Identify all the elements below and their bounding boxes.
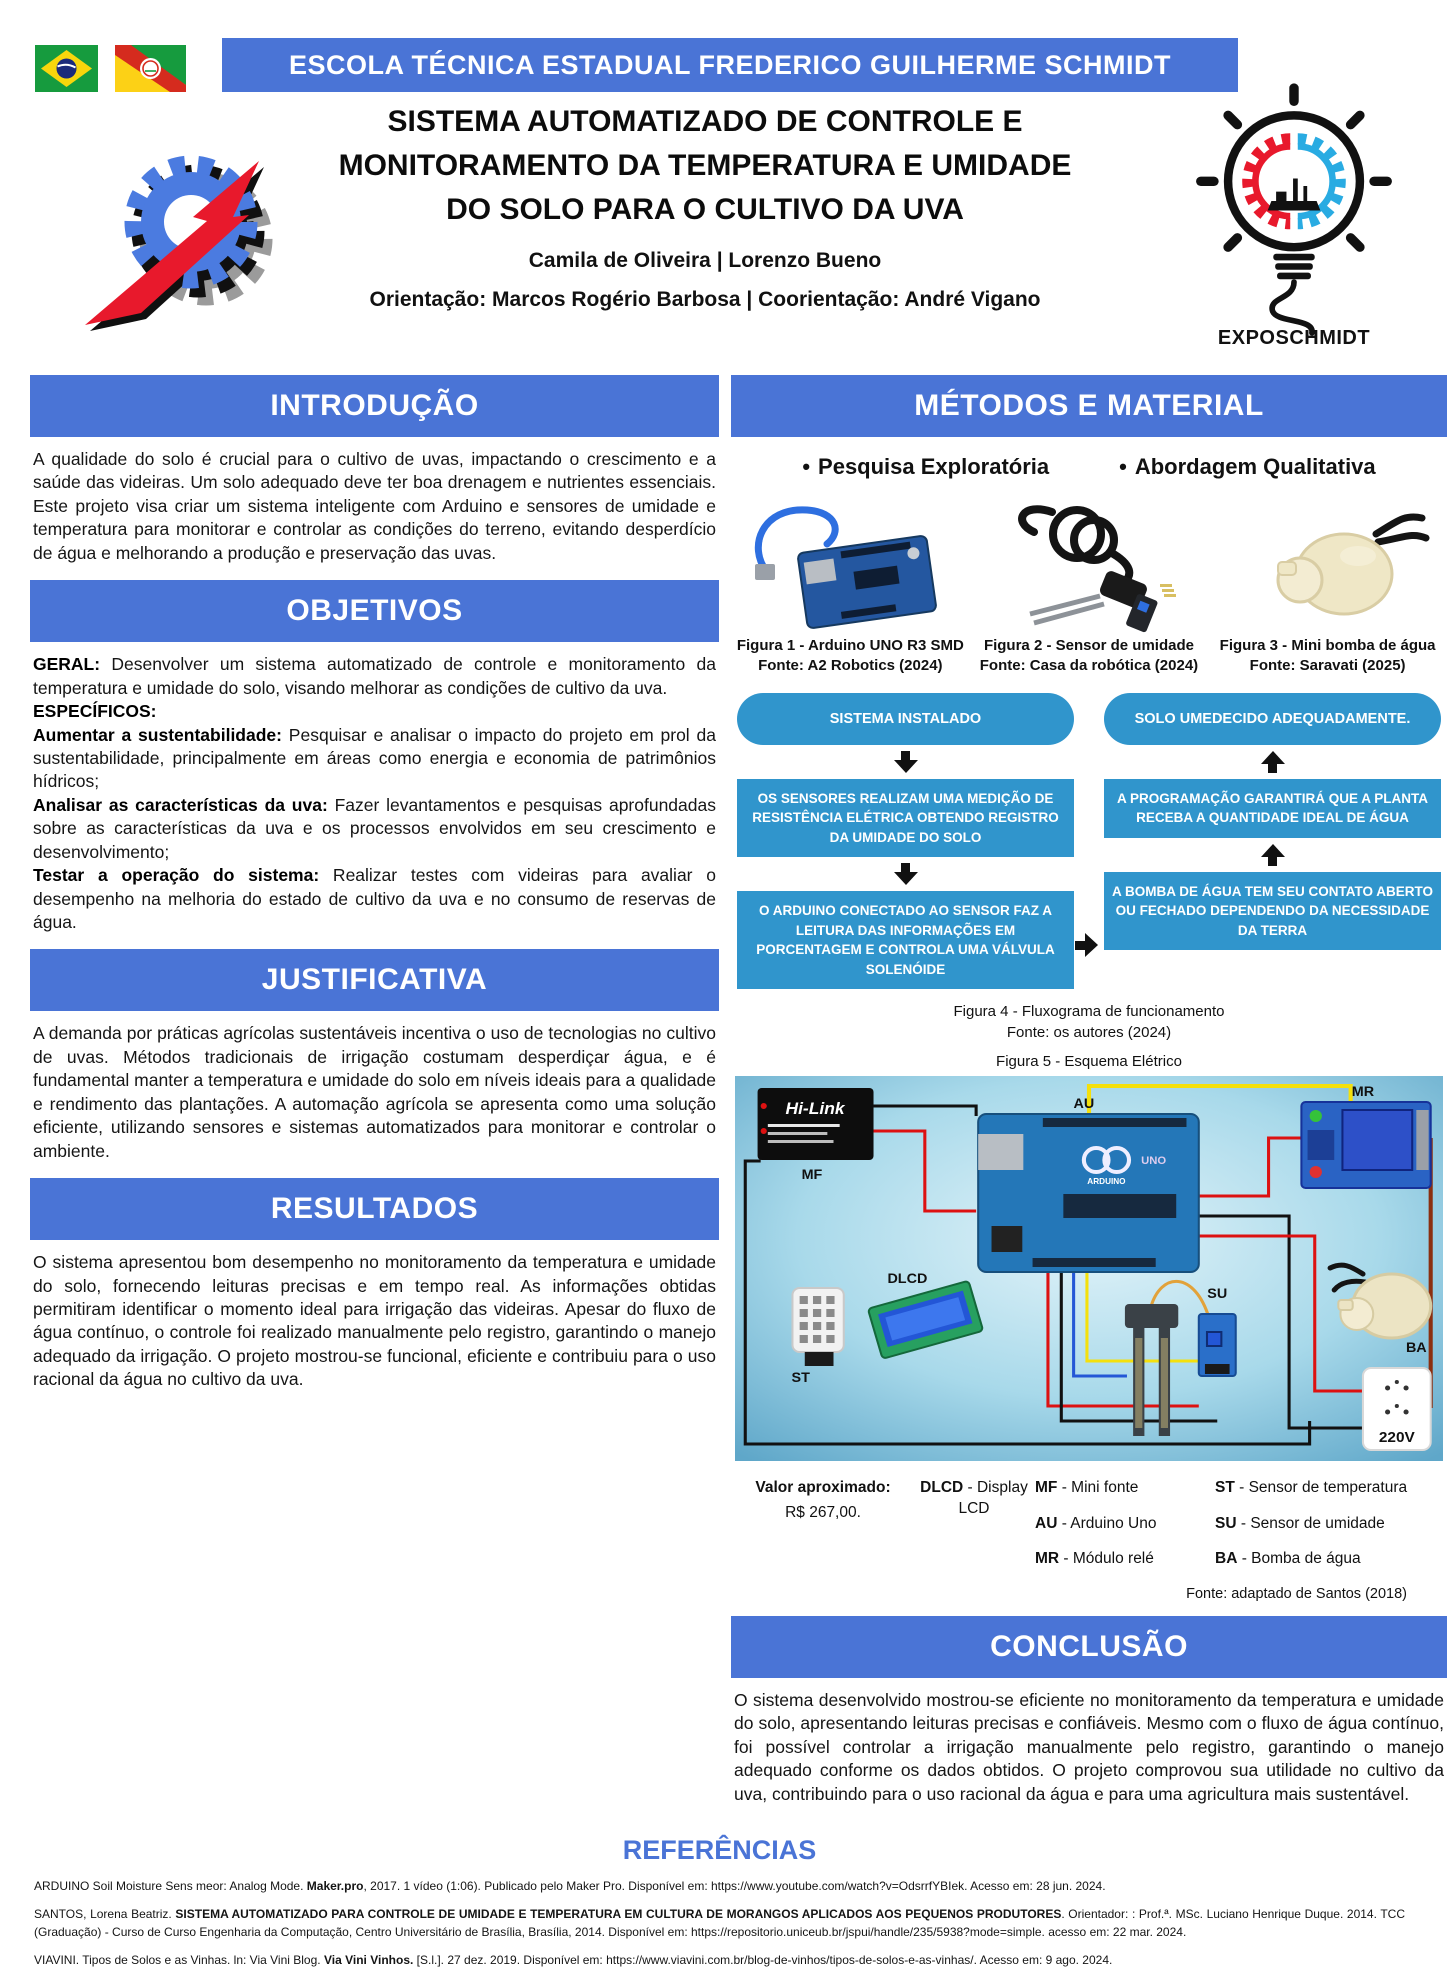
section-header-resultados: RESULTADOS (30, 1178, 719, 1240)
legend-ba: BA - Bomba de água (1215, 1549, 1361, 1567)
bullet-icon: • (802, 454, 811, 479)
conclusao-text: O sistema desenvolvido mostrou-se eficiente no monitoramento da temperatura e umidade do solo, apresentando leituras precisas e confiáveis. Mesmo com o fluxo de água contínuo, foi possível controlar a irrigação manualmente pelo registro, garantindo o manejo adequado conforme os dados obtidos. O projeto comprovou sua utilidade no cultivo da uva, contribuindo para o uso racional da água e para uma agricultura mais sustentável. (734, 1689, 1444, 1804)
flow-start: SISTEMA INSTALADO (737, 693, 1074, 745)
legend-st: ST - Sensor de temperatura (1215, 1479, 1408, 1497)
legend-mf: MF - Mini fonte (1035, 1479, 1139, 1497)
bullet-icon: • (1119, 454, 1127, 479)
arduino-photo (737, 492, 952, 632)
objetivo-caracteristicas: Analisar as características da uva: Fazer levantamentos e pesquisas aprofundadas sobre as características da uva e os processos envolvidos em seu crescimento e desenvolvimento; (33, 794, 716, 862)
flowchart-right (1104, 693, 1441, 990)
flow-end: SOLO UMEDECIDO ADEQUADAMENTE. (1104, 693, 1441, 745)
legend-su: SU - Sensor de umidade (1215, 1514, 1385, 1532)
left-column (30, 375, 719, 1407)
school-name: ESCOLA TÉCNICA ESTADUAL FREDERICO GUILHERME SCHMIDT (288, 49, 1171, 80)
flow-box-programacao: A PROGRAMAÇÃO GARANTIRÁ QUE A PLANTA RECEBA A QUANTIDADE IDEAL DE ÁGUA (1104, 779, 1441, 838)
bullet-pesquisa: • Pesquisa Exploratória (802, 454, 1050, 479)
approx-price: Valor aproximado: R$ 267,00. (755, 1479, 891, 1521)
flow-box-bomba: A BOMBA DE ÁGUA TEM SEU CONTATO ABERTO OU FECHADO DEPENDENDO DA NECESSIDADE DA TERRA (1104, 872, 1441, 951)
legend-col-2 (1035, 1478, 1215, 1583)
arrow-down-icon (894, 863, 918, 885)
schematic-outlet (1363, 1368, 1431, 1450)
section-header-metodos: MÉTODOS E MATERIAL (731, 375, 1447, 437)
svg-text:MR: MR (1351, 1084, 1375, 1101)
circuit-schematic (735, 1076, 1443, 1466)
expo-logo-block (1169, 84, 1419, 350)
reference-item: SANTOS, Lorena Beatriz. SISTEMA AUTOMATIZADO PARA CONTROLE DE UMIDADE E TEMPERATURA EM CULTURA DE MORANGOS APLICADOS AOS PEQUENOS PRODUTORES. Orientador: : Prof.ª. MSc. Luciano Henrique Duque. 2014. TCC (Graduação) - Curso de Curso Engenharia da Computação, Centro Universitário de Brasília, Brasília, 2014. Disponível em: https://repositorio.uniceub.br/jspui/handle/235/5938?mode=simple. acesso em: 22 mar. 2024. (34, 1907, 1405, 1939)
svg-text:220V: 220V (1378, 1429, 1415, 1447)
title-block (250, 100, 1160, 312)
school-banner (222, 38, 1238, 92)
objetivo-especificos-label-row (33, 700, 716, 723)
figure3-caption: Figura 3 - Mini bomba de água Fonte: Saravati (2025) (1219, 637, 1436, 675)
schematic-au (978, 1097, 1199, 1273)
material-figures (737, 484, 1441, 632)
resultados-text: O sistema apresentou bom desempenho no monitoramento da temperatura e umidade do solo, fornecendo leituras precisas e em tempo real. As informações obtidas permitiram identificar o momento ideal para irrigação das videiras. Apesar do fluxo de água contínuo, o controle foi realizado manualmente pelo registro, garantindo o manejo adequado da irrigação. O projeto mostrou-se funcional, eficiente e contribuiu para o uso racional da água no cultivo da uva. (33, 1252, 716, 1390)
material-captions (731, 636, 1447, 677)
title-line-3: DO SOLO PARA O CULTIVO DA UVA (446, 193, 964, 227)
arrow-right-icon (1075, 933, 1098, 957)
title-line-1: SISTEMA AUTOMATIZADO DE CONTROLE E (387, 105, 1023, 138)
legend-au: AU - Arduino Uno (1035, 1514, 1157, 1532)
flow-box-sensores: OS SENSORES REALIZAM UMA MEDIÇÃO DE RESISTÊNCIA ELÉTRICA OBTENDO REGISTRO DA UMIDADE DO SOLO (737, 779, 1074, 858)
introducao-text: A qualidade do solo é crucial para o cultivo de uvas, impactando o crescimento e a saúde das videiras. Um solo adequado deve ter boa drenagem e nutrientes essenciais. Este projeto visa criar um sistema inteligente com Arduino e sensores de umidade e temperatura para monitorar e controlar as condições do terreno, evitando desperdício de água e melhorando a produção e preservação das uvas. (33, 449, 716, 563)
legend-dlcd: DLCD - Display LCD (920, 1479, 1028, 1517)
arrow-down-icon (894, 751, 918, 773)
advisors: Orientação: Marcos Rogério Barbosa | Coorientação: André Vigano (369, 288, 1041, 312)
legend-mr: MR - Módulo relé (1035, 1549, 1154, 1567)
svg-text:AU: AU (1073, 1096, 1095, 1113)
references-section (0, 1821, 1439, 1970)
bullet-abordagem: • Abordagem Qualitativa (1119, 454, 1376, 479)
svg-text:BA: BA (1405, 1340, 1427, 1357)
flow-box-arduino: O ARDUINO CONECTADO AO SENSOR FAZ A LEITURA DAS INFORMAÇÕES EM PORCENTAGEM E CONTROLA UMA VÁLVULA SOLENÓIDE (737, 891, 1074, 989)
flowchart (737, 693, 1441, 990)
objetivo-sustentabilidade: Aumentar a sustentabilidade: Pesquisar e analisar o impacto do projeto em prol da sustentabilidade, principalmente em áreas como energia e economia de patrimônios hídricos; (33, 724, 716, 792)
expo-bulb-logo-icon (1181, 84, 1407, 320)
objetivos-text (33, 653, 716, 934)
objetivo-testar: Testar a operação do sistema: Realizar testes com videiras para avaliar o desempenho na melhoria do estado de cultivo da uva e no consumo de reservas de água. (33, 865, 716, 932)
legend-col-3 (1215, 1478, 1445, 1583)
circuit-schematic-image (735, 1076, 1443, 1461)
schematic-source: Fonte: adaptado de Santos (2018) (1186, 1585, 1407, 1602)
flowchart-left (737, 693, 1074, 990)
arrow-up-icon (1261, 751, 1285, 773)
section-header-conclusao: CONCLUSÃO (731, 1616, 1447, 1678)
svg-text:ARDUINO: ARDUINO (1087, 1177, 1126, 1187)
arrow-up-icon (1261, 844, 1285, 866)
references-title: REFERÊNCIAS (622, 1835, 817, 1866)
water-pump-photo (1226, 492, 1441, 632)
svg-text:UNO: UNO (1141, 1155, 1167, 1168)
legend-row (733, 1478, 1445, 1583)
title-line-2: MONITORAMENTO DA TEMPERATURA E UMIDADE (338, 149, 1072, 183)
justificativa-text: A demanda por práticas agrícolas sustentáveis incentiva o uso de tecnologias no cultivo de uvas. Métodos tradicionais de irrigação costumam desperdiçar água, e é fundamental manter a temperatura e umidade do solo em níveis ideais para a qualidade e rendimento das plantações. A automação agrícola se apresenta como uma solução eficiente, utilizando sensores e sistemas automatizados para monitorar e controlar o ambiente. (33, 1023, 716, 1161)
reference-item: VIAVINI. Tipos de Solos e as Vinhas. ln: Via Vini Blog. Via Vini Vinhos. [S.l.]. 27 dez. 2019. Disponível em: https://www.viavini.com.br/blog-de-vinhos/tipos-de-solos-e-as-vinhas/. Acesso em: 9 ago. 2024. (34, 1953, 1113, 1968)
rio-grande-do-sul-flag-icon (115, 45, 186, 92)
svg-text:Hi-Link: Hi-Link (785, 1098, 845, 1119)
figure1-caption: Figura 1 - Arduino UNO R3 SMD Fonte: A2 Robotics (2024) (736, 637, 964, 675)
columns (0, 372, 1444, 1821)
section-header-introducao: INTRODUÇÃO (30, 375, 719, 437)
figure2-caption: Figura 2 - Sensor de umidade Fonte: Casa da robótica (2024) (979, 637, 1199, 675)
legend-col-1 (913, 1478, 1035, 1583)
expo-label: EXPOSCHMIDT (1217, 327, 1371, 349)
objetivo-geral: GERAL: Desenvolver um sistema automatizado de controle e monitoramento da temperatura e umidade do solo, visando melhorar as condições de cultivo da uva. (33, 654, 716, 698)
methods-bullets (731, 454, 1447, 480)
objetivo-especificos-label: ESPECÍFICOS: (33, 701, 157, 722)
figure5-caption: Figura 5 - Esquema Elétrico (996, 1053, 1182, 1071)
authors: Camila de Oliveira | Lorenzo Bueno (528, 249, 882, 273)
brazil-flag-icon (35, 45, 98, 92)
right-column (731, 375, 1447, 1821)
objetivo-geral-label: GERAL: (33, 654, 101, 675)
svg-text:ST: ST (791, 1370, 810, 1387)
svg-text:SU: SU (1207, 1286, 1228, 1303)
reference-item: ARDUINO Soil Moisture Sens meor: Analog Mode. Maker.pro, 2017. 1 vídeo (1:06). Publicado pelo Maker Pro. Disponível em: https://www.youtube.com/watch?v=OdsrrfYBIek. Acesso em: 28 jun. 2024. (34, 1879, 1106, 1894)
poster-header (0, 0, 1439, 372)
flags (35, 45, 186, 92)
section-header-justificativa: JUSTIFICATIVA (30, 949, 719, 1011)
svg-text:MF: MF (801, 1167, 823, 1184)
figure4-caption: Figura 4 - Fluxograma de funcionamento Fonte: os autores (2024) (953, 1003, 1225, 1042)
section-header-objetivos: OBJETIVOS (30, 580, 719, 642)
humidity-sensor-photo (982, 492, 1197, 632)
poster-title (250, 100, 1160, 232)
svg-text:DLCD: DLCD (887, 1271, 928, 1288)
